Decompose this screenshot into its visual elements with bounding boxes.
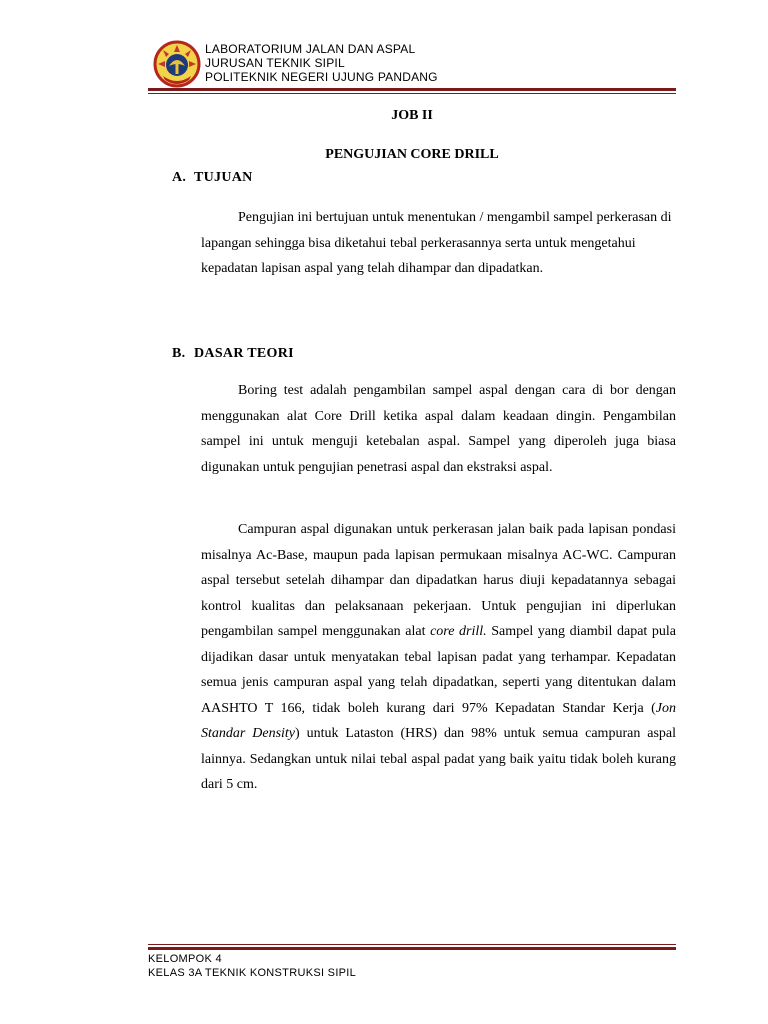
section-a-letter: A. [172, 170, 187, 185]
section-b-paragraph-1-text: Boring test adalah pengambilan sampel aspal dengan cara di bor dengan menggunakan alat Core Drill ketika aspal dalam keadaan dingin. Pengambilan sampel ini untuk menguji ketebalan aspal. Sampel yang diperoleh juga biasa digunakan untuk pengujian penetrasi aspal dan ekstraksi aspal. [201, 383, 676, 475]
footer-rule-thin [148, 944, 676, 945]
section-b-term-core-drill: core drill. [430, 624, 487, 639]
section-b-term-density: Jon Standar Density [201, 700, 676, 741]
institution-emblem-icon [153, 40, 201, 88]
section-b-letter: B. [172, 346, 186, 361]
section-a-title: TUJUAN [194, 170, 253, 185]
job-number: JOB II [391, 108, 433, 123]
section-b-paragraph-2-part-3: ) untuk Lataston (HRS) dan 98% untuk semua campuran aspal lainnya. Sedangkan untuk nilai tebal aspal padat yang baik yaitu tidak boleh kurang dari 5 cm. [201, 726, 676, 792]
section-a-heading [172, 170, 253, 186]
header-line-department: JURUSAN TEKNIK SIPIL [205, 56, 345, 70]
section-b-paragraph-2-part-1: Campuran aspal digunakan untuk perkerasan jalan baik pada lapisan pondasi misalnya Ac-Base, maupun pada lapisan permukaan misalnya AC-WC. Campuran aspal tersebut setelah dihampar dan dipadatkan harus diuji kepadatannya sebagai kontrol kualitas dan pelaksanaan pekerjaan. Untuk pengujian ini diperlukan pengambilan sampel menggunakan alat [201, 522, 676, 639]
section-b-heading [172, 346, 294, 362]
section-a-paragraph-text: Pengujian ini bertujuan untuk menentukan / mengambil sampel perkerasan di lapangan sehingga bisa diketahui tebal perkerasannya serta untuk mengetahui kepadatan lapisan aspal yang telah dihampar dan dipadatkan. [201, 210, 672, 276]
section-a-paragraph [201, 205, 676, 282]
header-rule-thin [148, 93, 676, 94]
header-line-polytechnic: POLITEKNIK NEGERI UJUNG PANDANG [205, 70, 438, 84]
footer-rule-thick [148, 947, 676, 950]
footer-group: KELOMPOK 4 [148, 953, 222, 965]
header-institution-lines [205, 42, 438, 84]
section-b-paragraph-2-part-2: Sampel yang diambil dapat pula dijadikan dasar untuk menyatakan tebal lapisan padat yang terhampar. Kepadatan semua jenis campuran aspal yang telah dipadatkan, seperti yang ditentukan dalam AASHTO T 166, tidak boleh kurang dari 97% Kepadatan Standar Kerja ( [201, 624, 676, 716]
section-b-title: DASAR TEORI [194, 346, 294, 361]
footer [148, 952, 356, 980]
section-b-paragraph-1 [201, 378, 676, 480]
footer-class: KELAS 3A TEKNIK KONSTRUKSI SIPIL [148, 967, 357, 979]
header-line-lab: LABORATORIUM JALAN DAN ASPAL [205, 42, 416, 56]
section-b-paragraph-2 [201, 517, 676, 798]
header-rule-thick [148, 88, 676, 91]
page-title: PENGUJIAN CORE DRILL [325, 147, 499, 162]
